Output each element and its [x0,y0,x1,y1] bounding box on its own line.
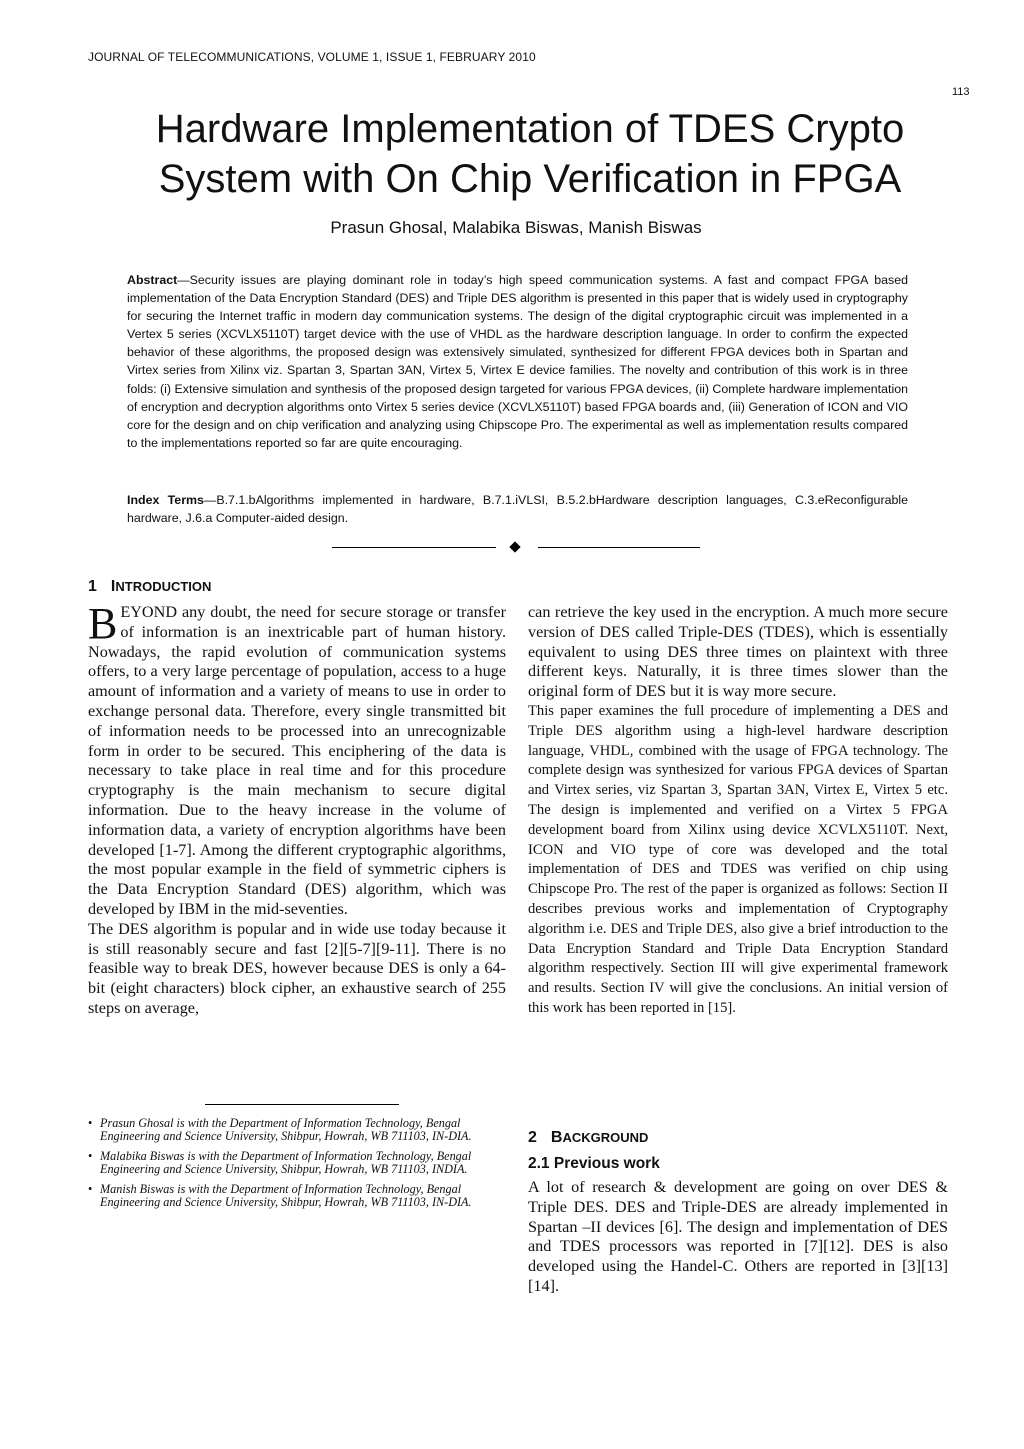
footnote-item: • Prasun Ghosal is with the Department of Information Technology, Bengal Engineering and Science University, Shibpur, Howrah, WB 711103, IN-DIA. [88,1117,503,1144]
subsection-heading-previous-work: 2.1 Previous work [528,1155,660,1172]
intro-paragraph-3: can retrieve the key used in the encryption. A much more secure version of DES called Triple-DES (TDES), which is essentially equivalent to using DES three times on plaintext with three different keys. Naturally, it is three times slower than the original form of DES but it is way more secure. [528,603,948,701]
left-column [88,599,506,1019]
separator-line-left [332,547,496,548]
author-footnotes [88,1117,503,1215]
section-heading-background [528,1129,648,1147]
section-title-rest: NTRODUCTION [115,579,212,594]
intro-paragraph-1: BEYOND any doubt, the need for secure storage or transfer of information is an inextricable part of human history. Nowadays, the rapid evolution of communication systems offers, to a very large percentage of population, access to a huge amount of information and a variety of means to use in order to exchange personal data. Therefore, every single transmitted bit of information needs to be processed into an unrecognizable form in order to be secured. This enciphering of the data is necessary to take place in real time and for this procedure cryptography is the main mechanism to secure digital information. Due to the heavy increase in the volume of information data, a variety of encryption algorithms have been developed [1-7]. Among the different cryptographic algorithms, the most popular example in the field of symmetric ciphers is the Data Encryption Standard (DES) algorithm, which was developed by IBM in the mid-seventies. [88,599,506,918]
section-title-initial: B [550,1129,563,1146]
separator-line-right [538,547,700,548]
section-number: 2 [528,1129,537,1146]
index-terms [127,491,908,527]
right-column [528,603,948,1019]
section-heading-introduction [88,578,211,596]
background-paragraph-1: A lot of research & development are going on over DES & Triple DES. DES and Triple-DES are already implemented in Spartan –II devices [6]. The design and implementation of DES and TDES processors was reported in [7][12]. DES is also developed using the Handel-C. Others are reported in [3][13][14]. [528,1178,948,1295]
journal-header: JOURNAL OF TELECOMMUNICATIONS, VOLUME 1, ISSUE 1, FEBRUARY 2010 [88,50,536,64]
page-number: 113 [952,86,970,98]
paper-title [100,104,960,204]
drop-cap: B [88,599,118,648]
intro-paragraph-4: This paper examines the full procedure of implementing a DES and Triple DES algorithm using a high-level hardware description language, VHDL, combined with the usage of FPGA technology. The complete design was synthesized for various FPGA devices of Spartan and Virtex series, viz Spartan 3, Spartan 3AN, Virtex E, Virtex 5 etc. The design is implemented and verified on a Virtex 5 FPGA development board from Xilinx using device XCVLX5110T. Next, ICON and VIO type of core was developed and the total implementation of DES and TDES was verified on chip using Chipscope Pro. The rest of the paper is organized as follows: Section II describes previous works and implementation of Cryptography algorithm i.e. DES and Triple DES, also give a brief introduction to the Data Encryption Standard and Triple Data Encryption Standard algorithm respectively. Section III will give experimental framework and results. Section IV will give the conclusions. An initial version of this work has been reported in [15]. [528,702,948,1016]
background-body [528,1178,948,1297]
title-line-2: System with On Chip Verification in FPGA [158,157,902,201]
section-number: 1 [88,578,97,595]
section-separator [0,537,1024,555]
abstract-text: —Security issues are playing dominant role in today’s high speed communication systems. A fast and compact FPGA based implementation of the Data Encryption Standard (DES) and Triple DES algorithm is presented in this paper that is widely used in cryptography for securing the Internet traffic in modern day communication systems. The design of the digital cryptographic circuit was implemented in a Vertex 5 series (XCVLX5110T) target device with the use of VHDL as the hardware description language. In order to confirm the expected behavior of these algorithms, the proposed design was extensively simulated, synthesized for different FPGA devices both in Spartan and Virtex series from Xilinx viz. Spartan 3, Spartan 3AN, Virtex 5, Virtex E device families. The novelty and contribution of this work is in three folds: (i) Extensive simulation and synthesis of the proposed design targeted for various FPGA devices, (ii) Complete hardware implementation of encryption and decryption algorithms onto Virtex 5 series device (XCVLX5110T) based FPGA boards and, (iii) Generation of ICON and VIO core for the design and on chip verification and analyzing using Chipscope Pro. The experimental as well as implementation results compared to the implementations reported so far are quite encouraging. [127,273,908,450]
footnote-rule [205,1104,399,1105]
footnote-item: • Malabika Biswas is with the Department of Information Technology, Bengal Engineering and Science University, Shibpur, Howrah, WB 711103, INDIA. [88,1150,503,1177]
title-line-1: Hardware Implementation of TDES Crypto [155,107,905,151]
index-terms-label: Index Terms [127,493,204,507]
abstract [127,271,908,452]
author-list: Prasun Ghosal, Malabika Biswas, Manish Biswas [330,218,702,237]
footnote-item: • Manish Biswas is with the Department of Information Technology, Bengal Engineering and Science University, Shibpur, Howrah, WB 711103, IN-DIA. [88,1183,503,1210]
index-terms-text: —B.7.1.bAlgorithms implemented in hardware, B.7.1.iVLSI, B.5.2.bHardware description languages, C.3.eReconfigurable hardware, J.6.a Computer-aided design. [127,493,908,525]
diamond-icon [509,541,520,552]
abstract-label: Abstract [127,273,178,287]
intro-paragraph-2: The DES algorithm is popular and in wide use today because it is still reasonably secure and fast [2][5-7][9-11]. There is no feasible way to break DES, however because DES is only a 64-bit (eight characters) block cipher, an exhaustive search of 255 steps on average, [88,919,506,1017]
section-title-initial: I [110,578,116,595]
section-title-rest: ACKGROUND [562,1130,649,1145]
